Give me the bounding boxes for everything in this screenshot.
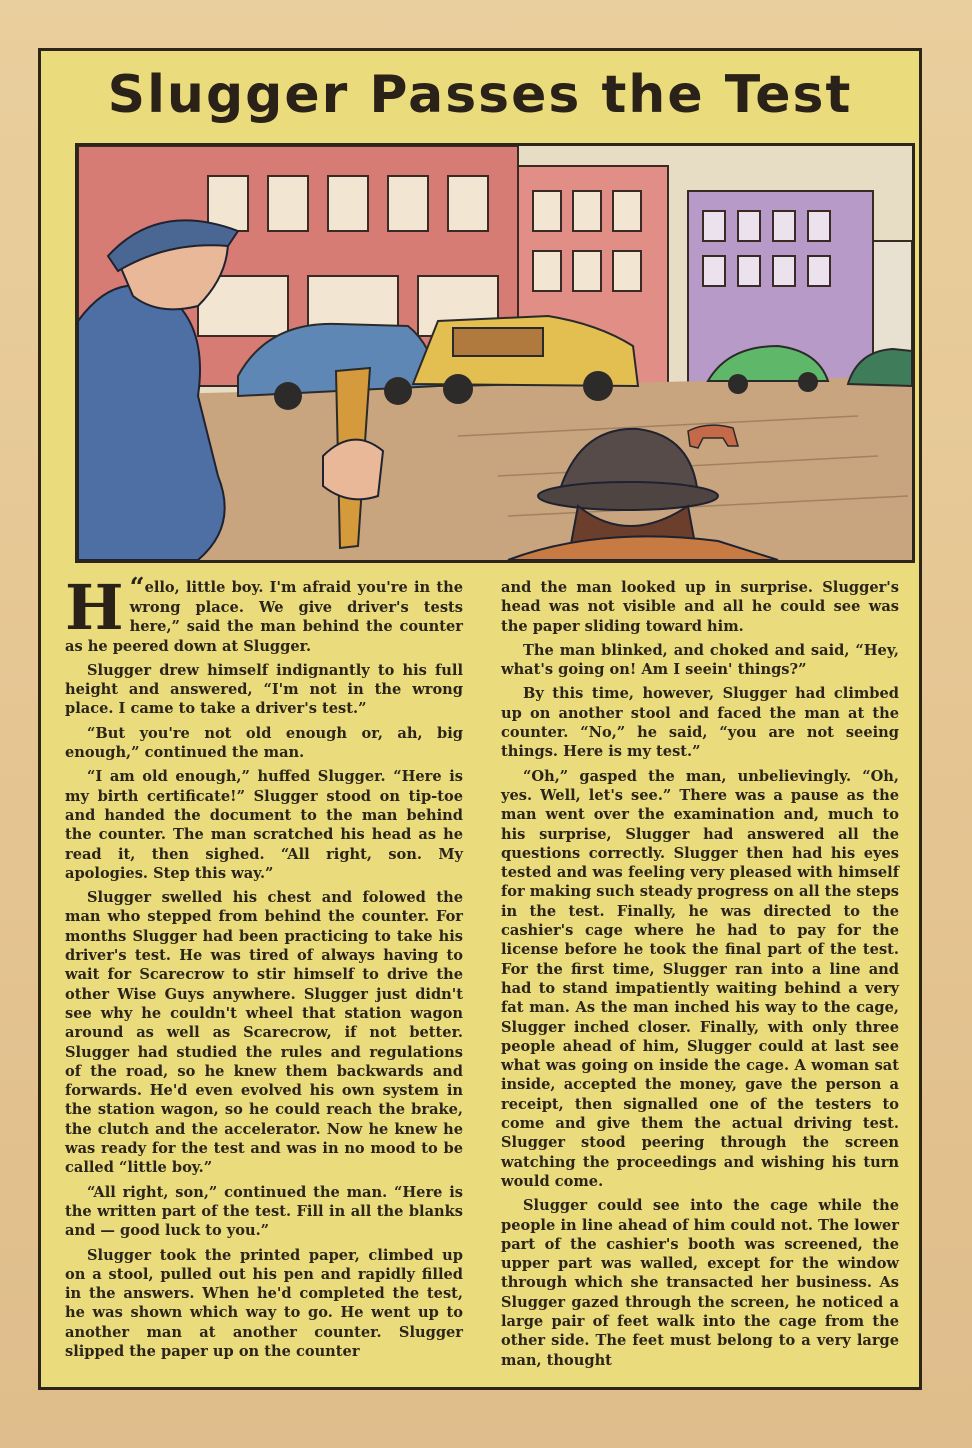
paragraph: “All right, son,” continued the man. “Here is the written part of the test. Fill in all the blanks and — good luck to you.” [65,1183,463,1240]
paragraph: “Oh,” gasped the man, unbelievingly. “Oh, yes. Well, let's see.” There was a pause as the man went over the examination and, much to his surprise, Slugger had answered all the questions correctly. Slugger then had his eyes tested and was feeling very pleased with himself for making such steady progress on all the steps in the test. Finally, he was directed to the cashier's cage where he had to pay for the license before he took the final part of the test. For the first time, Slugger ran into a line and had to stand impatiently waiting behind a very fat man. As the man inched his way to the cage, Slugger inched closer. Finally, with only three people ahead of him, Slugger could at last see what was going on inside the cage. A woman sat inside, accepted the money, gave the person a receipt, then signalled one of the testers to come and give them the actual driving test. Slugger stood peering through the screen watching the proceedings and wishing his turn would come. [501,767,899,1190]
paragraph: “But you're not old enough or, ah, big enough,” continued the man. [65,724,463,762]
story-frame [38,48,922,1390]
paragraph: Slugger could see into the cage while the people in line ahead of him could not. The lower part of the cashier's booth was screened, the upper part was walled, except for the window through which she transacted her business. As Slugger gazed through the screen, he noticed a large pair of feet walk into the cage from the other side. The feet must belong to a very large man, thought [501,1197,899,1369]
story-title: Slugger Passes the Test [107,65,853,125]
story-right-column [501,578,899,1375]
street-scene-illustration [75,143,915,563]
paragraph: Slugger drew himself indignantly to his full height and answered, “I'm not in the wrong place. I came to take a driver's test.” [65,661,463,718]
paragraph: “I am old enough,” huffed Slugger. “Here is my birth certificate!” Slugger stood on tip-toe and handed the document to the man behind the counter. The man scratched his head as he read it, then sighed. “All right, son. My apologies. Step this way.” [65,768,463,882]
paragraph: Slugger swelled his chest and folowed the man who stepped from behind the counter. For months Slugger had been practicing to take his driver's test. He was tired of always having to wait for Scarecrow to stir himself to drive the other Wise Guys anywhere. Slugger just didn't see why he couldn't wheel that station wagon around as well as Scarecrow, if not better. Slugger had studied the rules and regulations of the road, so he knew them backwards and forwards. He'd even evolved his own system in the station wagon, so he could reach the brake, the clutch and the accelerator. Now he knew he was ready for the test and was in no mood to be called “little boy.” [65,889,463,1177]
story-left-column [65,571,463,1366]
drop-cap: H [65,571,124,644]
paragraph-text: ello, little boy. I'm afraid you're in the wrong place. We give driver's tests here,” said the man behind the counter as he peered down at Slugger. [65,579,463,655]
paragraph: Slugger took the printed paper, climbed up on a stool, pulled out his pen and rapidly filled in the answers. When he'd completed the test, he was shown which way to go. He went up to another man at another counter. Slugger slipped the paper up on the counter [65,1246,463,1360]
paragraph: The man blinked, and choked and said, “Hey, what's going on! Am I seein' things?” [501,641,899,679]
opening-quote: “ [129,573,145,603]
paragraph: and the man looked up in surprise. Slugger's head was not visible and all he could see was the paper sliding toward him. [501,579,899,635]
paragraph [65,571,463,656]
street-scene-artwork [78,146,912,560]
paragraph: By this time, however, Slugger had climbed up on another stool and faced the man at the counter. “No,” he said, “you are not seeing things. Here is my test.” [501,685,899,761]
